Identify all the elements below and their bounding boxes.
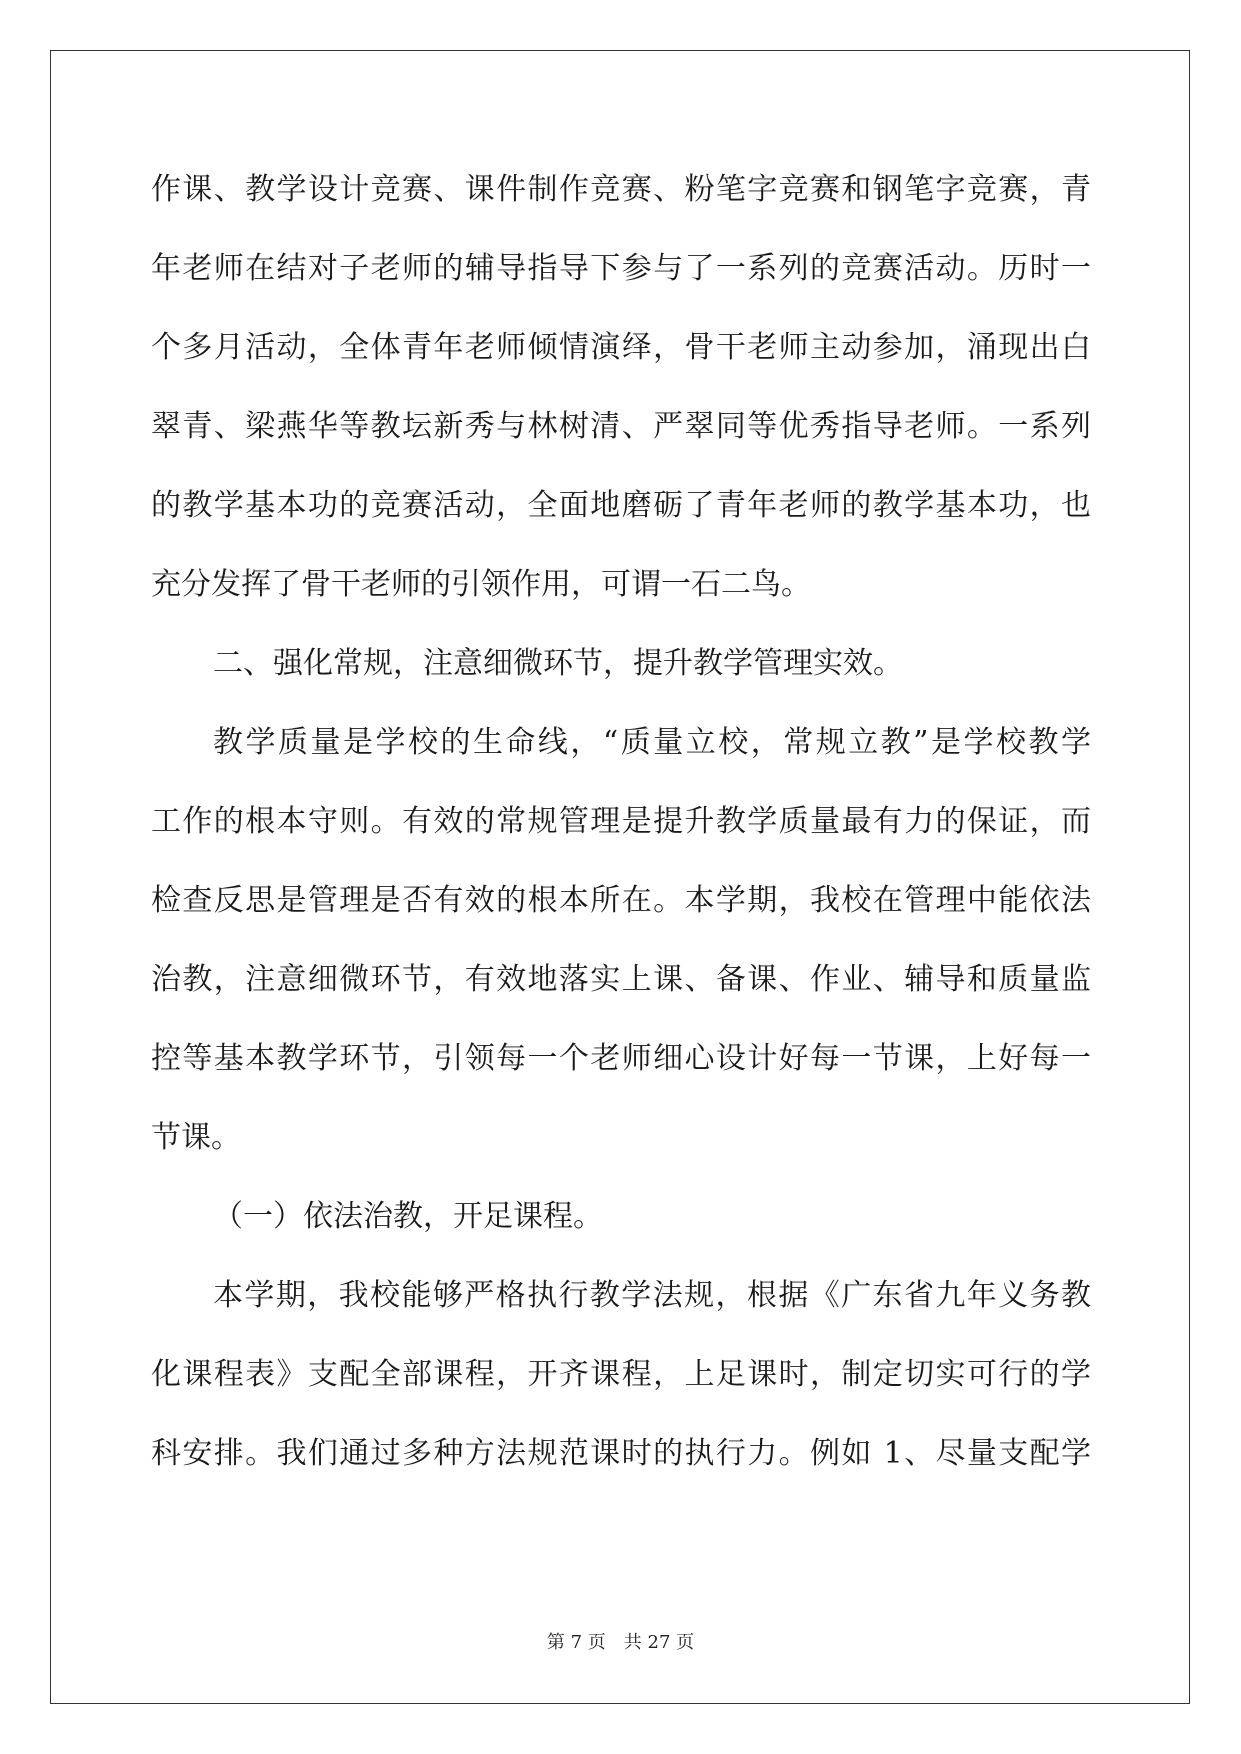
text-line: 翠青、梁燕华等教坛新秀与林树清、严翠同等优秀指导老师。一系列 <box>151 409 1091 444</box>
text-line: 本学期，我校能够严格执行教学法规，根据《广东省九年义务教 <box>213 1278 1091 1313</box>
text-line: 年老师在结对子老师的辅导指导下参与了一系列的竞赛活动。历时一 <box>151 251 1091 286</box>
text-line: 控等基本教学环节，引领每一个老师细心设计好每一节课，上好每一 <box>151 1041 1091 1076</box>
text-line: 充分发挥了骨干老师的引领作用，可谓一石二鸟。 <box>151 567 811 602</box>
page-number-footer: 第 7 页 共 27 页 <box>546 1632 695 1653</box>
text-line: 工作的根本守则。有效的常规管理是提升教学质量最有力的保证，而 <box>151 804 1091 839</box>
text-line: 作课、教学设计竞赛、课件制作竞赛、粉笔字竞赛和钢笔字竞赛，青 <box>151 172 1091 207</box>
text-line: 教学质量是学校的生命线，“质量立校，常规立教”是学校教学 <box>213 725 1091 760</box>
text-line: 检查反思是管理是否有效的根本所在。本学期，我校在管理中能依法 <box>151 883 1091 918</box>
subsection-heading: （一）依法治教，开足课程。 <box>213 1199 603 1234</box>
text-line: 个多月活动，全体青年老师倾情演绎，骨干老师主动参加，涌现出白 <box>151 330 1091 365</box>
document-body <box>151 160 1091 1503</box>
text-line: 节课。 <box>151 1120 241 1155</box>
text-line: 科安排。我们通过多种方法规范课时的执行力。例如 1、尽量支配学 <box>151 1436 1091 1471</box>
section-heading: 二、强化常规，注意细微环节，提升教学管理实效。 <box>213 646 903 681</box>
text-line: 的教学基本功的竞赛活动，全面地磨砺了青年老师的教学基本功，也 <box>151 488 1091 523</box>
text-line: 治教，注意细微环节，有效地落实上课、备课、作业、辅导和质量监 <box>151 962 1091 997</box>
text-line: 化课程表》支配全部课程，开齐课程，上足课时，制定切实可行的学 <box>151 1357 1091 1392</box>
